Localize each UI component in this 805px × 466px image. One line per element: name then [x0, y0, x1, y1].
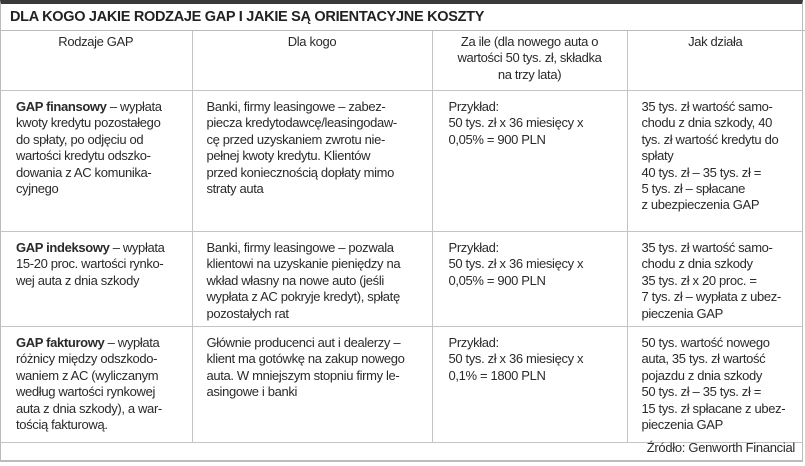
gap-table: [0, 31, 803, 443]
header-za-ile: Za ile (dla nowego auta o wartości 50 tys. zł, składka na trzy lata): [432, 31, 627, 91]
header-row: [0, 31, 803, 91]
cell-cost: Przykład: 50 tys. zł x 36 miesięcy x 0,05% = 900 PLN: [432, 91, 627, 232]
type-name: GAP fakturowy: [16, 335, 105, 350]
cell-type: [0, 232, 192, 327]
cell-how: 35 tys. zł wartość samo- chodu z dnia szkody 35 tys. zł x 20 proc. = 7 tys. zł – wypłata z ubez- pieczenia GAP: [627, 232, 803, 327]
cell-for-whom: Banki, firmy leasingowe – zabez- piecza kredytodawcę/leasingodaw- cę przed uzyskaniem zwrotu nie- pełnej kwoty kredytu. Klientów przed koniecznością dopłaty mimo straty auta: [192, 91, 432, 232]
cell-type: [0, 91, 192, 232]
type-name: GAP finansowy: [16, 99, 107, 114]
cell-how: 35 tys. zł wartość samo- chodu z dnia szkody, 40 tys. zł wartość kredytu do spłaty 40 tys. zł – 35 tys. zł = 5 tys. zł – spłacane z ubezpieczenia GAP: [627, 91, 803, 232]
cell-cost: Przykład: 50 tys. zł x 36 miesięcy x 0,05% = 900 PLN: [432, 232, 627, 327]
cell-type: [0, 327, 192, 443]
cell-for-whom: Głównie producenci aut i dealerzy – klient ma gotówkę na zakup nowego auta. W mniejszym stopniu firmy le- asingowe i banki: [192, 327, 432, 443]
table-row: [0, 232, 803, 327]
source-note: Źródło: Genworth Financial: [646, 440, 795, 455]
header-rodzaje: Rodzaje GAP: [0, 31, 192, 91]
header-dla-kogo: Dla kogo: [192, 31, 432, 91]
type-desc: – wypłata kwoty kredytu pozostałego do spłaty, po odjęciu od wartości kredytu odszko- dowania z AC komunika- cyjnego: [16, 99, 162, 197]
type-desc: – wypłata 15-20 proc. wartości rynko- wej auta z dnia szkody: [16, 240, 165, 288]
header-jak-dziala: Jak działa: [627, 31, 803, 91]
table-row: [0, 327, 803, 443]
table-title: DLA KOGO JAKIE RODZAJE GAP I JAKIE SĄ ORIENTACYJNE KOSZTY: [0, 4, 805, 31]
type-name: GAP indeksowy: [16, 240, 110, 255]
cell-how: 50 tys. wartość nowego auta, 35 tys. zł wartość pojazdu z dnia szkody 50 tys. zł – 35 tys. zł = 15 tys. zł spłacane z ubez- pieczenia GAP: [627, 327, 803, 443]
cell-cost: Przykład: 50 tys. zł x 36 miesięcy x 0,1% = 1800 PLN: [432, 327, 627, 443]
cell-for-whom: Banki, firmy leasingowe – pozwala klientowi na uzyskanie pieniędzy na wkład własny na nowe auto (jeśli wypłata z AC pokryje kredyt), spłatę pozostałych rat: [192, 232, 432, 327]
type-desc: – wypłata różnicy między odszkodo- waniem z AC (wyliczanym według wartości rynkowej auta z dnia szkody), a war- tością fakturową.: [16, 335, 162, 433]
table-row: [0, 91, 803, 232]
